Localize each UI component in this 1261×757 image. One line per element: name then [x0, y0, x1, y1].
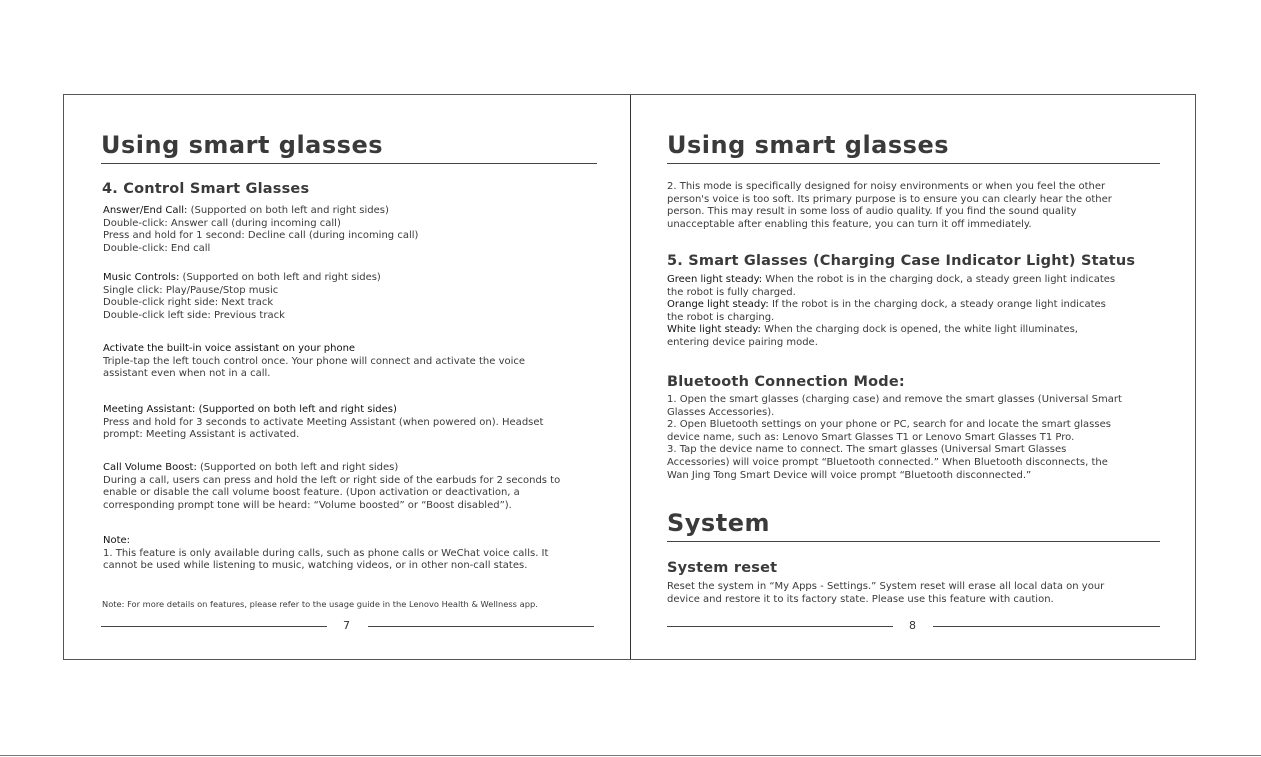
intro-line: 2. This mode is specifically designed for noisy environments or when you feel the other — [667, 181, 1106, 192]
intro-line: person's voice is too soft. Its primary purpose is to ensure you can clearly hear the other — [667, 193, 1112, 205]
footnote: Note: For more details on features, please refer to the usage guide in the Lenovo Health & Wellness app. — [102, 599, 538, 609]
bluetooth-line: device name, such as: Lenovo Smart Glasses T1 or Lenovo Smart Glasses T1 Pro. — [667, 431, 1075, 443]
white-text-2: entering device pairing mode. — [667, 336, 818, 348]
bluetooth-line: 2. Open Bluetooth settings on your phone or PC, search for and locate the smart glasses — [667, 419, 1111, 431]
music-label: Music Controls: — [103, 272, 180, 283]
boost-support: (Supported on both left and right sides) — [196, 462, 399, 473]
music-line: Double-click right side: Next track — [103, 297, 274, 309]
bottom-edge — [0, 755, 1261, 756]
reset-line: Reset the system in “My Apps - Settings.” System reset will erase all local data on your — [667, 581, 1105, 592]
answer-block — [103, 205, 599, 255]
boost-line: corresponding prompt tone will be heard: “Volume boosted” or “Boost disabled”). — [103, 499, 512, 511]
music-support: (Supported on both left and right sides) — [179, 272, 381, 283]
note-block — [103, 535, 599, 573]
status-title: 5. Smart Glasses (Charging Case Indicator Light) Status — [667, 253, 1136, 269]
system-rule — [667, 541, 1160, 542]
answer-line: Press and hold for 1 second: Decline call (during incoming call) — [103, 230, 419, 242]
orange-text-2: the robot is charging. — [667, 311, 775, 323]
bluetooth-block — [667, 394, 1167, 482]
bluetooth-title: Bluetooth Connection Mode: — [667, 374, 905, 390]
reset-block — [667, 581, 1163, 606]
page-title: Using smart glasses — [101, 131, 384, 159]
music-line: Single click: Play/Pause/Stop music — [103, 284, 279, 296]
system-title: System — [667, 509, 770, 537]
intro-line: unacceptable after enabling this feature, you can turn it off immediately. — [667, 218, 1032, 230]
voice-block — [103, 343, 599, 381]
page-left — [64, 95, 630, 659]
page-number: 7 — [343, 619, 350, 632]
green-text-2: the robot is fully charged. — [667, 286, 796, 298]
meeting-block — [103, 404, 599, 442]
voice-line: Triple-tap the left touch control once. Your phone will connect and activate the voice — [103, 355, 526, 367]
manual-spread — [63, 94, 1196, 660]
boost-label: Call Volume Boost: — [103, 462, 197, 473]
page-number-rule — [101, 626, 327, 627]
note-line: 1. This feature is only available during calls, such as phone calls or WeChat voice calls. It — [103, 547, 549, 559]
bluetooth-line: Glasses Accessories). — [667, 406, 775, 418]
meeting-line: prompt: Meeting Assistant is activated. — [103, 429, 300, 441]
green-text: When the robot is in the charging dock, a steady green light indicates — [762, 274, 1116, 285]
answer-line: Double-click: End call — [103, 242, 211, 254]
intro-block — [667, 181, 1163, 231]
bluetooth-line: Wan Jing Tong Smart Device will voice prompt “Bluetooth disconnected.” — [667, 469, 1032, 481]
title-rule — [667, 163, 1160, 164]
answer-line: Double-click: Answer call (during incoming call) — [103, 217, 341, 229]
white-label: White light steady: — [667, 324, 761, 336]
music-block — [103, 272, 599, 322]
note-label: Note: — [103, 535, 131, 546]
answer-label: Answer/End Call: — [103, 205, 188, 216]
orange-text: If the robot is in the charging dock, a steady orange light indicates — [768, 299, 1106, 311]
status-block — [667, 274, 1167, 350]
voice-label: Activate the built-in voice assistant on your phone — [103, 343, 356, 354]
voice-line: assistant even when not in a call. — [103, 368, 271, 380]
reset-title: System reset — [667, 560, 778, 576]
bluetooth-line: 1. Open the smart glasses (charging case) and remove the smart glasses (Universal Smart — [667, 394, 1122, 405]
bluetooth-line: 3. Tap the device name to connect. The smart glasses (Universal Smart Glasses — [667, 444, 1067, 456]
boost-block — [103, 462, 603, 512]
page-number-rule — [933, 626, 1160, 627]
title-rule — [101, 163, 597, 164]
meeting-label: Meeting Assistant: (Supported on both left and right sides) — [103, 404, 397, 415]
answer-support: (Supported on both left and right sides) — [187, 205, 389, 216]
page-number-rule — [368, 626, 594, 627]
page-number-rule — [667, 626, 893, 627]
bluetooth-line: Accessories) will voice prompt “Bluetooth connected.” When Bluetooth disconnects, the — [667, 456, 1108, 468]
white-text: When the charging dock is opened, the white light illuminates, — [760, 324, 1078, 336]
orange-label: Orange light steady: — [667, 299, 769, 311]
note-line: cannot be used while listening to music, watching videos, or in other non-call states. — [103, 560, 528, 572]
green-label: Green light steady: — [667, 274, 763, 285]
music-line: Double-click left side: Previous track — [103, 309, 285, 321]
boost-line: enable or disable the call volume boost feature. (Upon activation or deactivation, a — [103, 487, 520, 499]
page-title: Using smart glasses — [667, 131, 950, 159]
intro-line: person. This may result in some loss of audio quality. If you find the sound quality — [667, 206, 1077, 218]
meeting-line: Press and hold for 3 seconds to activate Meeting Assistant (when powered on). Headset — [103, 416, 544, 428]
page-right — [631, 95, 1197, 659]
page-number: 8 — [909, 619, 916, 632]
reset-line: device and restore it to its factory state. Please use this feature with caution. — [667, 593, 1054, 605]
section-title: 4. Control Smart Glasses — [102, 181, 310, 197]
boost-line: During a call, users can press and hold the left or right side of the earbuds for 2 seconds to — [103, 474, 561, 486]
